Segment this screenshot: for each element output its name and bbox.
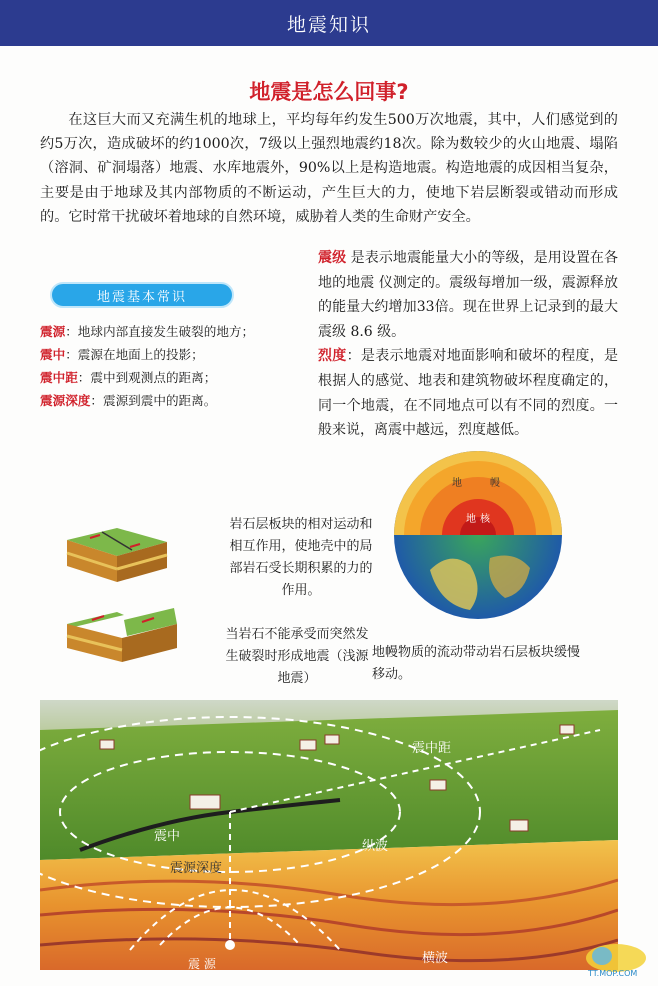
scene-label-focus: 震 源 <box>188 957 216 970</box>
earthquake-scene-illustration <box>40 700 618 970</box>
basics-pill <box>50 282 234 308</box>
definition-item <box>40 343 310 366</box>
globe-mantle-label-2: 幔 <box>490 478 500 489</box>
scene-label-focal-depth: 震源深度 <box>170 861 223 876</box>
header-title: 地震知识 <box>286 13 371 36</box>
intensity-term: 烈度 <box>318 348 347 365</box>
scene-label-p-wave: 纵波 <box>362 839 389 854</box>
definition-text: ：震中到观测点的距离； <box>77 370 217 385</box>
definition-term: 震中距 <box>40 370 78 385</box>
page-header <box>0 0 658 46</box>
magnitude-intensity-text <box>318 246 618 443</box>
site-watermark-logo <box>580 940 652 980</box>
basics-pill-label: 地震基本常识 <box>96 289 187 305</box>
definition-item <box>40 320 310 343</box>
definition-text: ：震源在地面上的投影； <box>65 347 204 362</box>
scene-label-epicentral-distance: 震中距 <box>412 741 452 756</box>
plates-caption: 岩石层板块的相对运动和相互作用，使地壳中的局部岩石受长期积累的力的作用。 <box>229 517 373 598</box>
earth-cross-section <box>390 440 570 630</box>
watermark-text: TT.MOP.COM <box>588 969 638 978</box>
magnitude-text: 是表示地震能量大小的等级，是用设置在各地的地震 仪测定的。震级每增加一级，震源释放的能量大约增加33倍。现在世界上记录到的最大震级 8.6 级。 <box>318 250 619 340</box>
fault-block-diagram-2 <box>62 606 182 668</box>
globe-caption: 地幔物质的流动带动岩石层板块缓慢移动。 <box>372 645 581 682</box>
globe-core-label-2: 核 <box>480 514 490 525</box>
definition-item <box>40 366 310 389</box>
magnitude-term: 震级 <box>318 250 347 266</box>
scene-label-epicenter: 震中 <box>154 829 181 844</box>
rupture-caption: 当岩石不能承受而突然发生破裂时形成地震（浅源地震） <box>225 627 369 686</box>
fault-block-diagram-1 <box>62 520 172 590</box>
basics-definitions <box>40 320 310 412</box>
definition-term: 震源 <box>40 324 66 339</box>
definition-text: ：震源到震中的距离。 <box>90 393 217 408</box>
definition-term: 震中 <box>40 347 66 362</box>
definition-item <box>40 389 310 412</box>
globe-mantle-label-1: 地 <box>452 478 462 489</box>
definition-text: ：地球内部直接发生破裂的地方； <box>65 324 255 339</box>
globe-core-label-1: 地 <box>466 514 476 525</box>
article-title: 地震是怎么回事? <box>249 80 409 104</box>
scene-label-s-wave: 横波 <box>422 951 449 966</box>
intro-paragraph: 在这巨大而又充满生机的地球上，平均每年约发生500万次地震，其中，人们感觉到的约5万次，造成破坏的约1000次，7级以上强烈地震约18次。除为数较少的火山地震、塌陷（溶洞、矿洞塌落）地震、水库地震外，90%以上是构造地震。构造地震的成因相当复杂，主要是由于地球及其内部物质的不断运动，产生巨大的力，使地下岩层断裂或错动而形成的。它时常干扰破坏着地球的自然环境，威胁着人类的生命财产安全。 <box>40 112 618 225</box>
intensity-text: ：是表示地震对地面影响和破坏的程度，是根据人的感觉、地表和建筑物破坏程度确定的，同一个地震，在不同地点可以有不同的烈度。一般来说，离震中越远，烈度越低。 <box>318 348 619 439</box>
definition-term: 震源深度 <box>40 393 91 408</box>
